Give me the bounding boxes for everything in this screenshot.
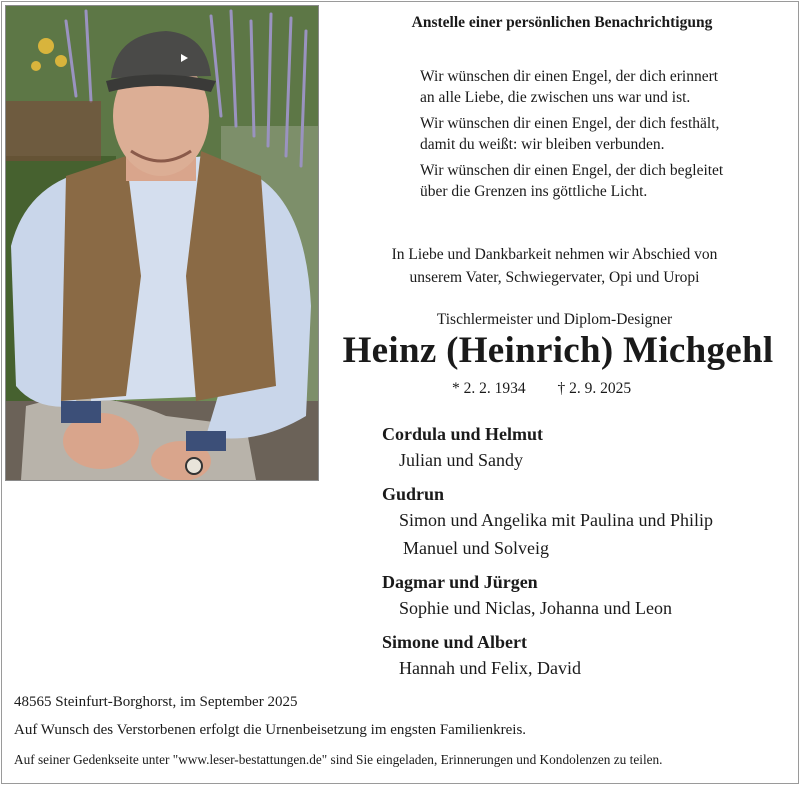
family-head: Cordula und Helmut — [382, 424, 544, 444]
poem-stanza: Wir wünschen dir einen Engel, der dich begleitet über die Grenzen ins göttliche Licht. — [420, 162, 724, 200]
poem — [420, 66, 790, 207]
place-date: 48565 Steinfurt-Borghorst, im September 2025 — [14, 694, 298, 710]
family-member: Simon und Angelika mit Paulina und Philip — [399, 510, 714, 530]
poem-stanza: Wir wünschen dir einen Engel, der dich festhält, damit du weißt: wir bleiben verbunden. — [420, 115, 720, 153]
family-member: Manuel und Solveig — [403, 538, 549, 558]
poem-stanza: Wir wünschen dir einen Engel, der dich erinnert an alle Liebe, die zwischen uns war und ist. — [420, 68, 719, 106]
family-head: Simone und Albert — [382, 632, 528, 652]
farewell-text: In Liebe und Dankbarkeit nehmen wir Abschied von unserem Vater, Schwiegervater, Opi und Uropi — [391, 246, 718, 286]
death-date: † 2. 9. 2025 — [557, 380, 632, 397]
profession-line: Tischlermeister und Diplom-Designer — [436, 311, 673, 328]
family-group — [382, 570, 792, 622]
burial-note: Auf Wunsch des Verstorbenen erfolgt die Urnenbeisetzung im engsten Familienkreis. — [14, 722, 527, 738]
life-dates — [452, 380, 659, 398]
family-list — [382, 422, 792, 690]
family-member: Julian und Sandy — [399, 450, 523, 470]
family-head: Dagmar und Jürgen — [382, 572, 538, 592]
family-group — [382, 482, 792, 562]
portrait-photo — [5, 5, 319, 481]
birth-date: * 2. 2. 1934 — [452, 380, 526, 397]
family-member: Sophie und Niclas, Johanna und Leon — [399, 598, 672, 618]
deceased-name: Heinz (Heinrich) Michgehl — [342, 330, 774, 371]
obituary-notice — [1, 1, 799, 784]
family-group — [382, 422, 792, 474]
family-member: Hannah und Felix, David — [399, 658, 581, 678]
memorial-page-note: Auf seiner Gedenkseite unter "www.leser-bestattungen.de" sind Sie eingeladen, Erinnerungen und Kondolenzen zu teilen. — [14, 752, 663, 767]
notice-header: Anstelle einer persönlichen Benachrichtigung — [411, 14, 713, 31]
family-group — [382, 630, 792, 682]
family-head: Gudrun — [382, 484, 445, 504]
